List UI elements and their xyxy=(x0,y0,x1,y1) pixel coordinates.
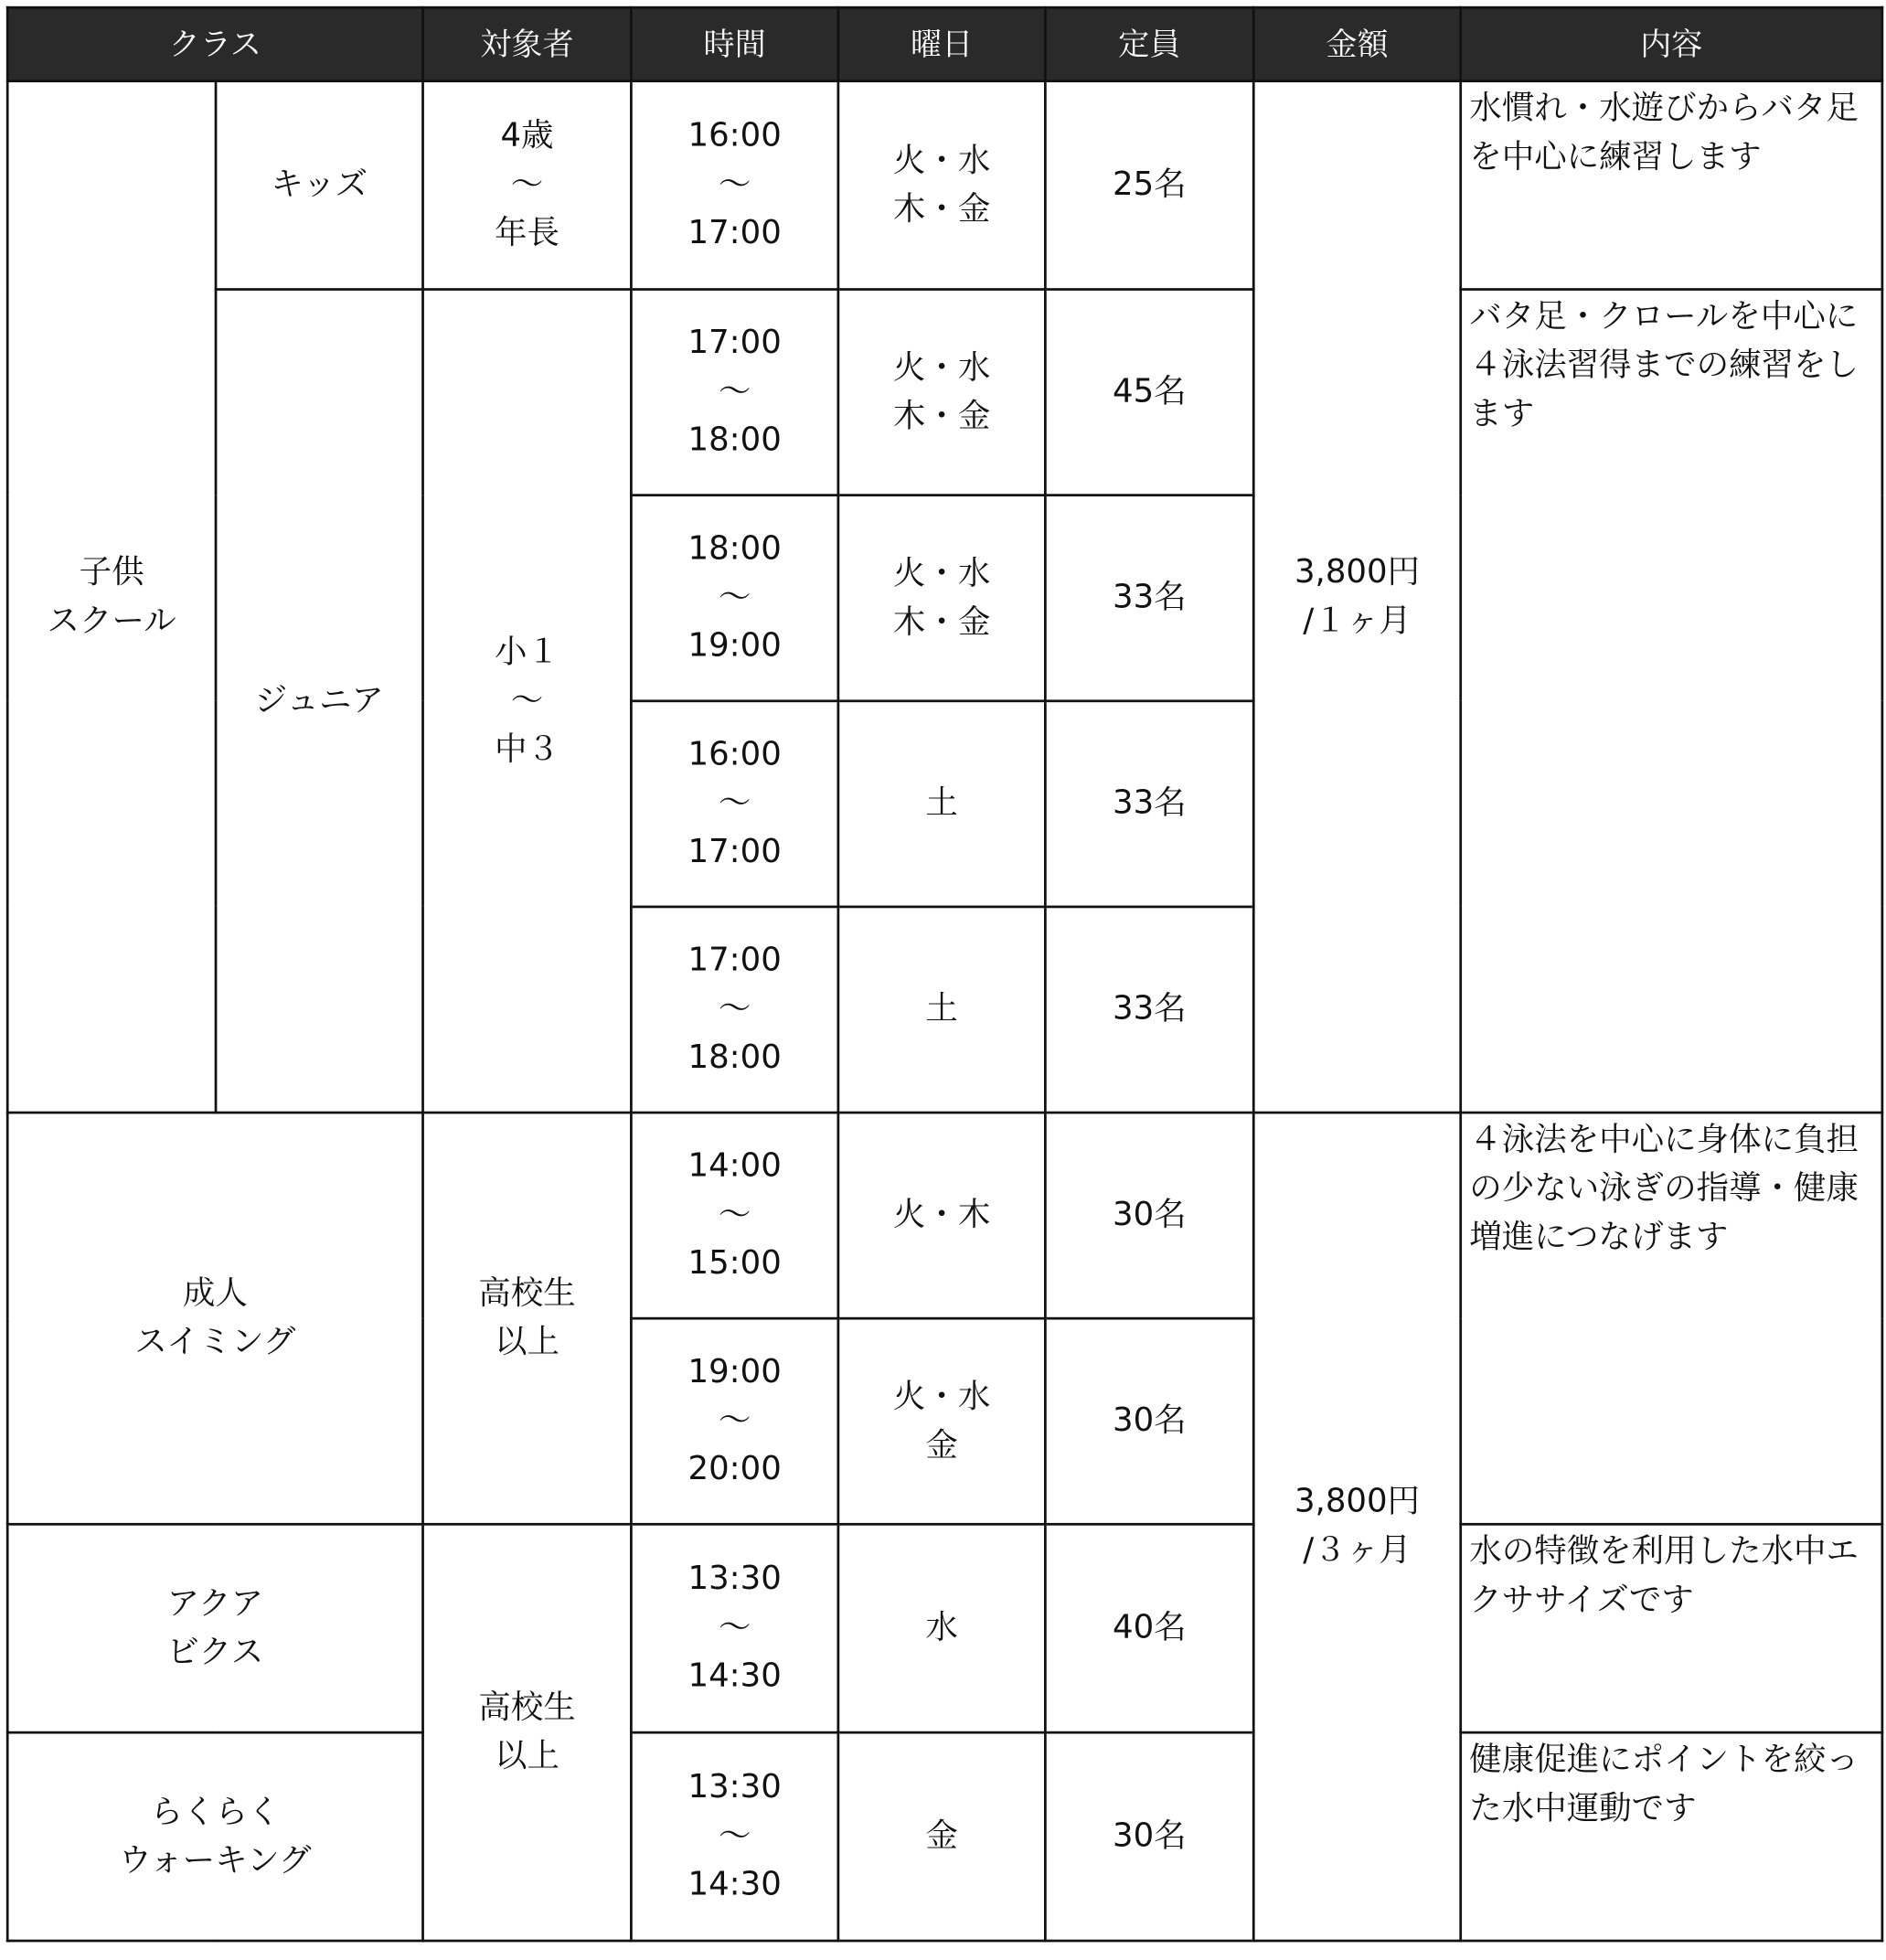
time-cell: 14:00 〜 15:00 xyxy=(631,1113,837,1318)
table-row xyxy=(7,290,1882,495)
capacity-cell: 30名 xyxy=(1045,1732,1253,1941)
table-row xyxy=(7,1524,1882,1732)
table-row xyxy=(7,81,1882,290)
days-cell: 火・木 xyxy=(838,1113,1045,1318)
capacity-cell: 45名 xyxy=(1045,290,1253,495)
table-row xyxy=(7,1732,1882,1941)
time-cell: 19:00 〜 20:00 xyxy=(631,1318,837,1524)
target-aqua-walking: 高校生 以上 xyxy=(423,1524,632,1941)
header-capacity: 定員 xyxy=(1045,7,1253,80)
content-kids: 水慣れ・水遊びからバタ足を中心に練習します xyxy=(1461,81,1882,290)
capacity-cell: 33名 xyxy=(1045,495,1253,701)
capacity-cell: 25名 xyxy=(1045,81,1253,290)
capacity-cell: 40名 xyxy=(1045,1524,1253,1732)
capacity-cell: 30名 xyxy=(1045,1113,1253,1318)
target-junior: 小１ 〜 中３ xyxy=(423,290,632,1113)
capacity-cell: 33名 xyxy=(1045,907,1253,1113)
days-cell: 土 xyxy=(838,701,1045,907)
days-cell: 火・水 金 xyxy=(838,1318,1045,1524)
table-row xyxy=(7,1113,1882,1318)
capacity-cell: 33名 xyxy=(1045,701,1253,907)
class-adult-swimming: 成人 スイミング xyxy=(7,1113,422,1524)
group-child-school: 子供 スクール xyxy=(7,81,216,1113)
price-adult: 3,800円 /３ヶ月 xyxy=(1253,1113,1460,1941)
days-cell: 火・水 木・金 xyxy=(838,290,1045,495)
target-adult: 高校生 以上 xyxy=(423,1113,632,1524)
time-cell: 17:00 〜 18:00 xyxy=(631,907,837,1113)
days-cell: 土 xyxy=(838,907,1045,1113)
content-junior: バタ足・クロールを中心に４泳法習得までの練習をします xyxy=(1461,290,1882,1113)
header-price: 金額 xyxy=(1253,7,1460,80)
time-cell: 16:00 〜 17:00 xyxy=(631,701,837,907)
time-cell: 17:00 〜 18:00 xyxy=(631,290,837,495)
class-walking: らくらく ウォーキング xyxy=(7,1732,422,1941)
content-adult: ４泳法を中心に身体に負担の少ない泳ぎの指導・健康増進につなげます xyxy=(1461,1113,1882,1524)
days-cell: 金 xyxy=(838,1732,1045,1941)
days-cell: 水 xyxy=(838,1524,1045,1732)
header-class: クラス xyxy=(7,7,422,80)
class-junior: ジュニア xyxy=(216,290,423,1113)
class-schedule-table xyxy=(6,6,1883,1943)
header-target: 対象者 xyxy=(423,7,632,80)
content-aqua: 水の特徴を利用した水中エクササイズです xyxy=(1461,1524,1882,1732)
time-cell: 18:00 〜 19:00 xyxy=(631,495,837,701)
target-kids: 4歳 〜 年長 xyxy=(423,81,632,290)
time-cell: 16:00 〜 17:00 xyxy=(631,81,837,290)
content-walking: 健康促進にポイントを絞った水中運動です xyxy=(1461,1732,1882,1941)
class-kids: キッズ xyxy=(216,81,423,290)
time-cell: 13:30 〜 14:30 xyxy=(631,1732,837,1941)
price-child: 3,800円 /１ヶ月 xyxy=(1253,81,1460,1113)
header-days: 曜日 xyxy=(838,7,1045,80)
header-content: 内容 xyxy=(1461,7,1882,80)
days-cell: 火・水 木・金 xyxy=(838,81,1045,290)
header-row xyxy=(7,7,1882,80)
capacity-cell: 30名 xyxy=(1045,1318,1253,1524)
time-cell: 13:30 〜 14:30 xyxy=(631,1524,837,1732)
class-aquabics: アクア ビクス xyxy=(7,1524,422,1732)
header-time: 時間 xyxy=(631,7,837,80)
days-cell: 火・水 木・金 xyxy=(838,495,1045,701)
